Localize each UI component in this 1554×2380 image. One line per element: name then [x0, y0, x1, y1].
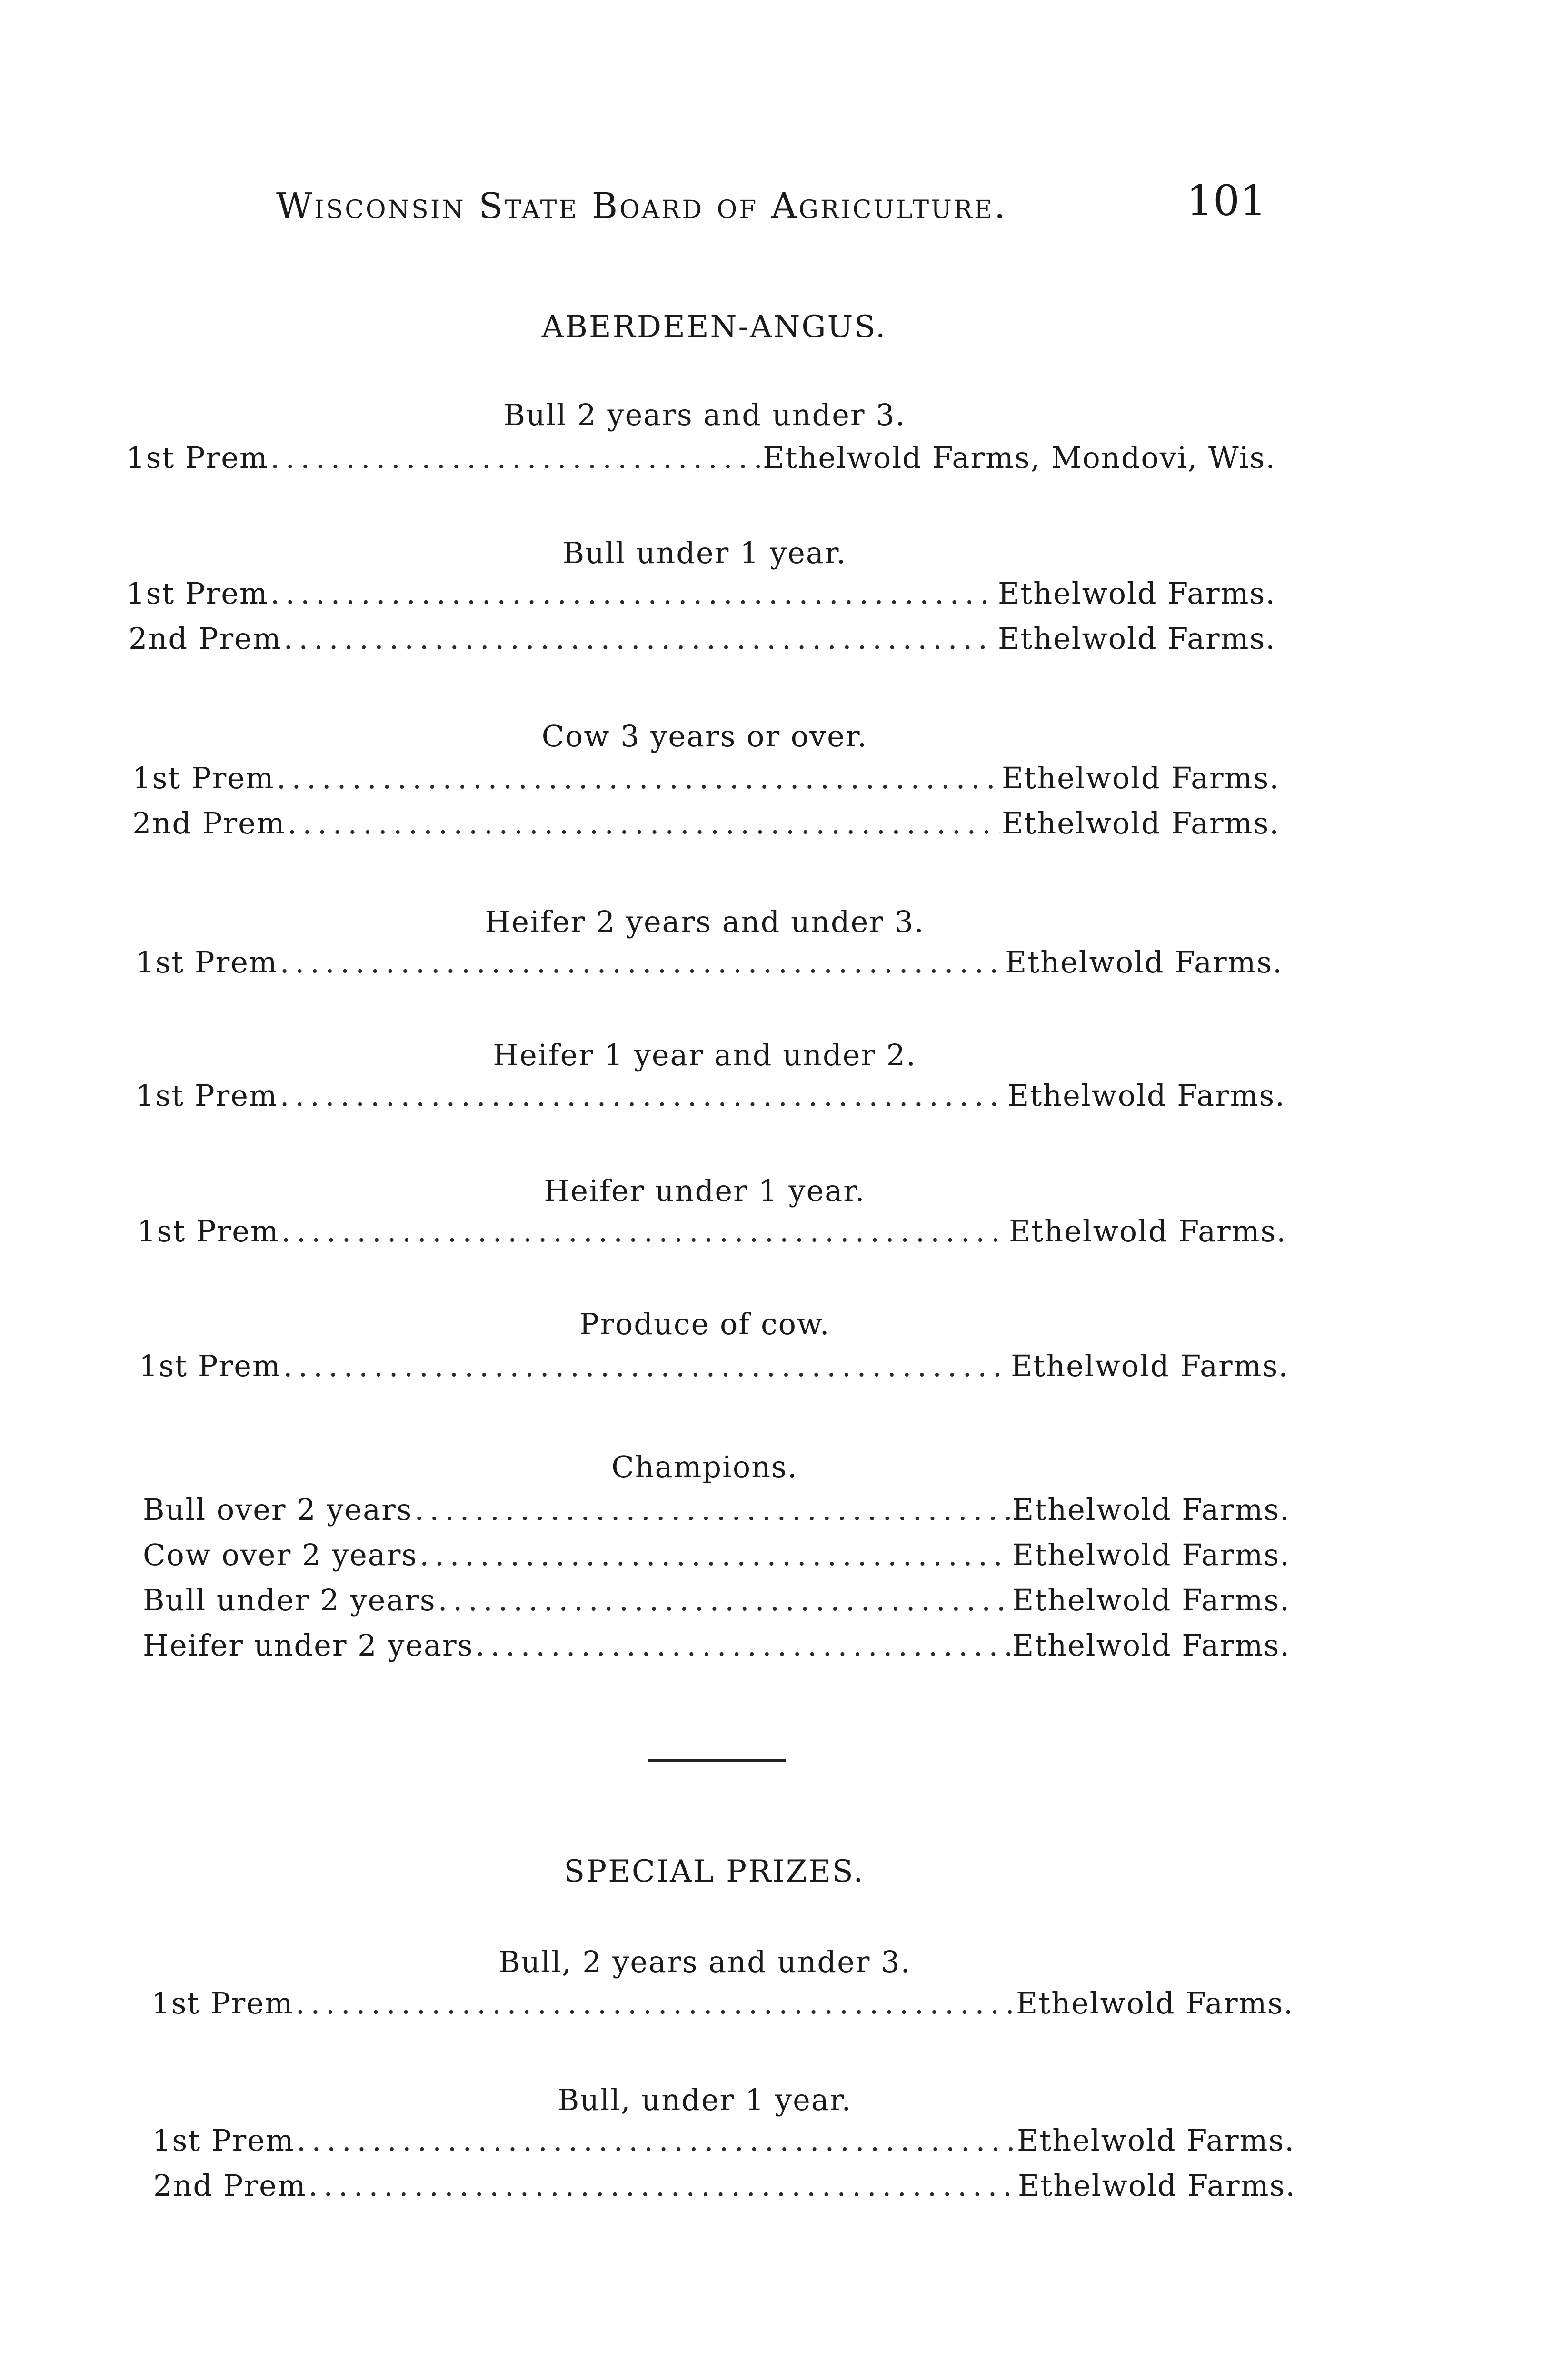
- group-heading: Champions.: [611, 1449, 798, 1484]
- champion-entry: [143, 1492, 1290, 1527]
- entry-label: Bull over 2 years: [143, 1492, 413, 1527]
- group-heading: Bull, 2 years and under 3.: [498, 1944, 911, 1979]
- premium-entry: [136, 1078, 1285, 1113]
- entry-label: 2nd Prem: [129, 621, 282, 656]
- entry-label: 1st Prem: [136, 945, 278, 980]
- entry-label: Cow over 2 years: [143, 1537, 418, 1572]
- entry-label: 2nd Prem: [132, 806, 286, 841]
- entry-winner: Ethelwold Farms.: [1011, 1349, 1289, 1383]
- entry-winner: Ethelwold Farms.: [998, 621, 1276, 656]
- entry-label: 1st Prem: [136, 1078, 278, 1113]
- premium-entry: [136, 945, 1283, 980]
- entry-label: Heifer under 2 years: [143, 1628, 474, 1663]
- dot-leader: [438, 1583, 1010, 1617]
- entry-winner: Ethelwold Farms.: [1016, 1986, 1294, 2021]
- dot-leader: [283, 1349, 1009, 1383]
- dot-leader: [288, 806, 1000, 841]
- entry-winner: Ethelwold Farms.: [1018, 2168, 1296, 2203]
- dot-leader: [309, 2168, 1016, 2203]
- entry-label: 1st Prem: [132, 761, 275, 795]
- premium-entry: [152, 2123, 1295, 2158]
- dot-leader: [270, 576, 996, 611]
- entry-label: 1st Prem: [139, 1349, 281, 1383]
- group-heading: Bull, under 1 year.: [557, 2082, 852, 2117]
- dot-leader: [284, 621, 996, 656]
- group-heading: Cow 3 years or over.: [541, 719, 868, 754]
- dot-leader: [281, 1214, 1007, 1249]
- premium-entry: [132, 761, 1280, 795]
- page-number: 101: [1186, 176, 1266, 225]
- group-heading: Heifer 2 years and under 3.: [485, 904, 925, 939]
- dot-leader: [270, 440, 761, 475]
- premium-entry: [126, 440, 1276, 475]
- group-heading: Bull 2 years and under 3.: [503, 397, 906, 432]
- entry-winner: Ethelwold Farms, Mondovi, Wis.: [763, 440, 1276, 475]
- entry-winner: Ethelwold Farms.: [1012, 1492, 1290, 1527]
- section-title-special-prizes: SPECIAL PRIZES.: [564, 1854, 865, 1889]
- entry-label: 1st Prem: [137, 1214, 279, 1249]
- entry-winner: Ethelwold Farms.: [998, 576, 1276, 611]
- dot-leader: [296, 1986, 1014, 2021]
- premium-entry: [139, 1349, 1289, 1383]
- group-heading: Bull under 1 year.: [562, 536, 847, 570]
- entry-winner: Ethelwold Farms.: [1002, 761, 1280, 795]
- dot-leader: [297, 2123, 1015, 2158]
- entry-winner: Ethelwold Farms.: [1005, 945, 1283, 980]
- premium-entry: [137, 1214, 1287, 1249]
- champion-entry: [143, 1537, 1290, 1572]
- entry-label: 1st Prem: [152, 2123, 295, 2158]
- dot-leader: [280, 1078, 1006, 1113]
- entry-label: Bull under 2 years: [143, 1583, 436, 1617]
- dot-leader: [415, 1492, 1010, 1527]
- running-title: Wisconsin State Board of Agriculture.: [276, 186, 1007, 227]
- group-heading: Heifer 1 year and under 2.: [493, 1038, 916, 1072]
- group-heading: Heifer under 1 year.: [544, 1173, 866, 1208]
- running-head: [276, 176, 1266, 233]
- entry-winner: Ethelwold Farms.: [1012, 1628, 1290, 1663]
- group-heading: Produce of cow.: [579, 1307, 830, 1341]
- premium-entry: [153, 2168, 1296, 2203]
- dot-leader: [475, 1628, 1010, 1663]
- dot-leader: [419, 1537, 1010, 1572]
- entry-winner: Ethelwold Farms.: [1007, 1078, 1285, 1113]
- entry-winner: Ethelwold Farms.: [1002, 806, 1280, 841]
- dot-leader: [280, 945, 1003, 980]
- entry-label: 2nd Prem: [153, 2168, 307, 2203]
- champion-entry: [143, 1628, 1290, 1663]
- entry-winner: Ethelwold Farms.: [1012, 1537, 1290, 1572]
- champion-entry: [143, 1583, 1290, 1617]
- entry-winner: Ethelwold Farms.: [1017, 2123, 1295, 2158]
- entry-label: 1st Prem: [126, 576, 269, 611]
- entry-winner: Ethelwold Farms.: [1012, 1583, 1290, 1617]
- entry-label: 1st Prem: [151, 1986, 294, 2021]
- entry-winner: Ethelwold Farms.: [1009, 1214, 1287, 1249]
- entry-label: 1st Prem: [126, 440, 269, 475]
- premium-entry: [132, 806, 1280, 841]
- premium-entry: [126, 576, 1276, 611]
- premium-entry: [151, 1986, 1294, 2021]
- dot-leader: [277, 761, 1000, 795]
- premium-entry: [129, 621, 1276, 656]
- section-divider: [648, 1759, 786, 1762]
- section-title-aberdeen-angus: ABERDEEN-ANGUS.: [541, 309, 887, 345]
